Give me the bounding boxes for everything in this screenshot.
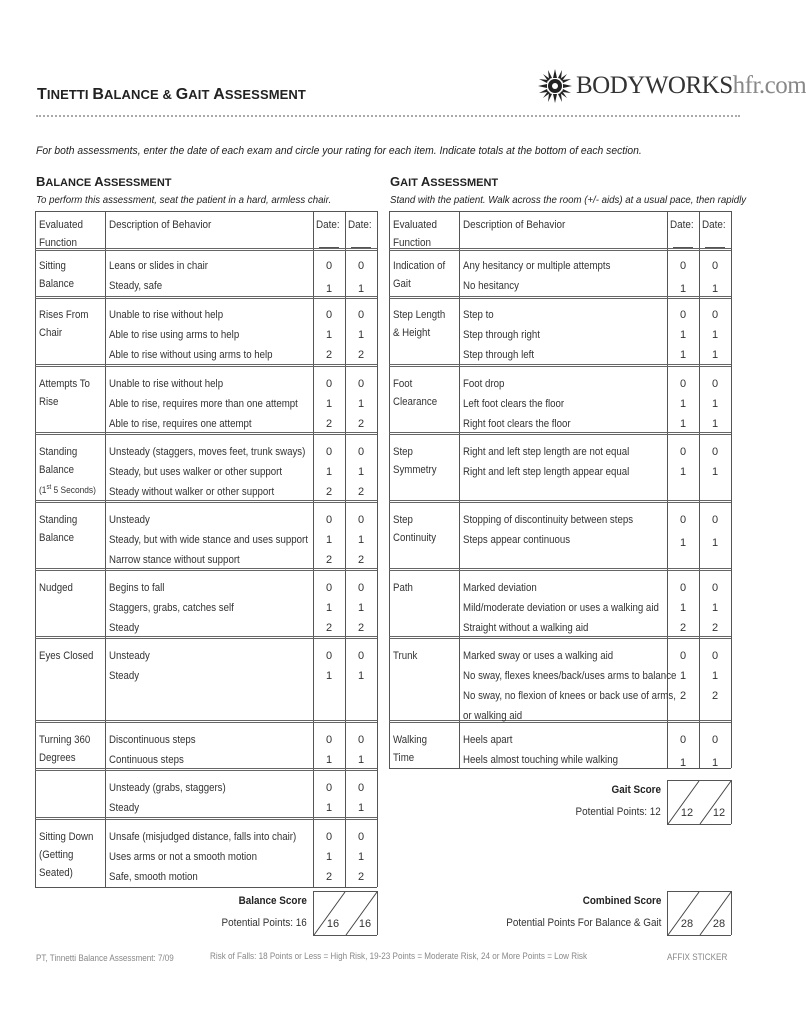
score-option[interactable]: 0	[325, 514, 333, 526]
evaluated-function: Foot Clearance	[393, 378, 438, 408]
score-option[interactable]: 0	[357, 831, 365, 843]
behavior-description: No hesitancy	[463, 280, 519, 292]
score-box-rule	[667, 824, 731, 825]
score-option[interactable]: 1	[357, 466, 365, 478]
score-option[interactable]: 0	[325, 782, 333, 794]
score-option[interactable]: 1	[325, 283, 333, 295]
score-option[interactable]: 1	[357, 283, 365, 295]
score-option[interactable]: 0	[711, 514, 719, 526]
combined-potential-1: 28	[680, 918, 694, 930]
evaluated-function: Walking Time	[393, 734, 428, 764]
score-option[interactable]: 1	[325, 754, 333, 766]
score-option[interactable]: 0	[679, 650, 687, 662]
behavior-description: Safe, smooth motion	[109, 871, 198, 883]
score-option[interactable]: 2	[325, 554, 333, 566]
score-option[interactable]: 0	[357, 514, 365, 526]
score-option[interactable]: 1	[711, 398, 719, 410]
behavior-description: Steady without walker or other support	[109, 486, 275, 498]
combined-score-label: Combined Score	[582, 895, 661, 907]
row-separator	[389, 568, 731, 571]
evaluated-function: Trunk	[393, 650, 418, 662]
score-option[interactable]: 2	[325, 418, 333, 430]
score-option[interactable]: 1	[711, 670, 719, 682]
behavior-description: Able to rise, requires one attempt	[109, 418, 252, 430]
footer-form-id: PT, Tinnetti Balance Assessment: 7/09	[36, 953, 174, 963]
column-rule	[105, 211, 106, 887]
score-option[interactable]: 1	[679, 418, 687, 430]
score-option[interactable]: 1	[711, 537, 719, 549]
balance-instructions: To perform this assessment, seat the patient in a hard, armless chair.	[36, 194, 332, 206]
score-option[interactable]: 1	[357, 329, 365, 341]
score-option[interactable]: 0	[357, 446, 365, 458]
score-option[interactable]: 1	[357, 398, 365, 410]
behavior-description: Marked deviation	[463, 582, 537, 594]
score-option[interactable]: 2	[357, 622, 365, 634]
score-option[interactable]: 1	[357, 602, 365, 614]
score-option[interactable]: 0	[325, 309, 333, 321]
row-separator	[389, 248, 731, 251]
footer-affix-sticker: AFFIX STICKER	[667, 952, 728, 962]
behavior-description: Heels apart	[463, 734, 513, 746]
page-title: TINETTI BALANCE & GAIT ASSESSMENT	[37, 86, 306, 103]
score-option[interactable]: 1	[679, 466, 687, 478]
row-separator	[35, 817, 377, 820]
score-option[interactable]: 1	[679, 283, 687, 295]
behavior-description: Narrow stance without support	[109, 554, 240, 566]
score-option[interactable]: 1	[325, 329, 333, 341]
score-option[interactable]: 0	[679, 446, 687, 458]
score-option[interactable]: 0	[679, 309, 687, 321]
score-option[interactable]: 0	[679, 734, 687, 746]
behavior-description: Steady, but uses walker or other support	[109, 466, 283, 478]
score-option[interactable]: 0	[325, 734, 333, 746]
score-option[interactable]: 0	[711, 260, 719, 272]
score-option[interactable]: 0	[679, 582, 687, 594]
behavior-description: Step to	[463, 309, 494, 321]
score-option[interactable]: 1	[679, 537, 687, 549]
behavior-description: Steady	[109, 670, 140, 682]
behavior-description: Unsteady	[109, 514, 150, 526]
evaluated-function: Eyes Closed	[39, 650, 94, 662]
gait-table	[389, 211, 731, 951]
score-option[interactable]: 1	[679, 670, 687, 682]
score-option[interactable]: 2	[325, 871, 333, 883]
score-option[interactable]: 2	[711, 690, 719, 702]
behavior-description: Right and left step length are not equal	[463, 446, 630, 458]
behavior-description: Begins to fall	[109, 582, 165, 594]
behavior-description: Steps appear continuous	[463, 534, 571, 546]
header-description: Description of Behavior	[109, 219, 212, 231]
gait-score-label: Gait Score	[611, 784, 661, 796]
score-option[interactable]: 1	[711, 283, 719, 295]
evaluated-function: Sitting Down (Getting Seated)	[39, 831, 94, 879]
score-option[interactable]: 1	[325, 602, 333, 614]
score-option[interactable]: 0	[357, 782, 365, 794]
behavior-description: Stopping of discontinuity between steps	[463, 514, 634, 526]
evaluated-function: Step Symmetry	[393, 446, 437, 476]
behavior-description: or walking aid	[463, 710, 523, 722]
behavior-description: Able to rise, requires more than one attempt	[109, 398, 298, 410]
behavior-description: Discontinuous steps	[109, 734, 196, 746]
score-option[interactable]: 1	[325, 466, 333, 478]
score-option[interactable]: 1	[711, 329, 719, 341]
behavior-description: Unsteady (grabs, staggers)	[109, 782, 226, 794]
table-top-rule	[35, 211, 377, 212]
score-option[interactable]: 0	[711, 734, 719, 746]
behavior-description: Leans or slides in chair	[109, 260, 209, 272]
behavior-description: Step through right	[463, 329, 540, 341]
header-date-1: Date:	[316, 219, 340, 231]
balance-score-label: Balance Score	[238, 895, 307, 907]
score-option[interactable]: 1	[357, 670, 365, 682]
score-option[interactable]: 1	[357, 851, 365, 863]
score-option[interactable]: 1	[357, 754, 365, 766]
score-option[interactable]: 1	[679, 349, 687, 361]
score-option[interactable]: 1	[711, 602, 719, 614]
evaluated-function: Step Length & Height	[393, 309, 446, 339]
column-rule	[389, 211, 390, 768]
evaluated-function: Attempts To Rise	[39, 378, 90, 408]
header-description: Description of Behavior	[463, 219, 566, 231]
score-option[interactable]: 2	[711, 622, 719, 634]
behavior-description: Marked sway or uses a walking aid	[463, 650, 614, 662]
behavior-description: Heels almost touching while walking	[463, 754, 618, 766]
combined-potential-label: Potential Points For Balance & Gait	[505, 917, 661, 929]
score-option[interactable]: 2	[357, 349, 365, 361]
gait-potential-label: Potential Points: 12	[575, 806, 661, 818]
balance-potential-1: 16	[326, 918, 340, 930]
behavior-description: Unable to rise without help	[109, 309, 224, 321]
behavior-description: Step through left	[463, 349, 535, 361]
behavior-description: No sway, no flexion of knees or back use of arms,	[463, 690, 676, 702]
score-option[interactable]: 2	[357, 418, 365, 430]
score-option[interactable]: 2	[325, 349, 333, 361]
combined-potential-2: 28	[712, 918, 726, 930]
row-separator	[35, 364, 377, 367]
evaluated-function: Path	[393, 582, 413, 594]
score-option[interactable]: 1	[325, 802, 333, 814]
balance-section-title: BALANCE ASSESSMENT	[36, 174, 172, 189]
behavior-description: Able to rise using arms to help	[109, 329, 240, 341]
bodyworks-logo	[538, 66, 806, 106]
score-option[interactable]: 1	[679, 398, 687, 410]
score-option[interactable]: 0	[711, 650, 719, 662]
score-option[interactable]: 1	[357, 802, 365, 814]
balance-potential-2: 16	[358, 918, 372, 930]
evaluated-function: Indication of Gait	[393, 260, 446, 290]
evaluated-function: Turning 360 Degrees	[39, 734, 91, 764]
sunburst-logo-icon	[538, 69, 572, 103]
behavior-description: Staggers, grabs, catches self	[109, 602, 234, 614]
column-rule	[345, 211, 346, 887]
row-separator	[35, 248, 377, 251]
footer-risk-legend: Risk of Falls: 18 Points or Less = High Risk, 19-23 Points = Moderate Risk, 24 or More Points = Low Risk	[210, 951, 588, 961]
behavior-description: Mild/moderate deviation or uses a walking aid	[463, 602, 659, 614]
header-date-2: Date:	[702, 219, 726, 231]
score-option[interactable]: 0	[325, 831, 333, 843]
score-option[interactable]: 2	[325, 622, 333, 634]
evaluated-function: Rises From Chair	[39, 309, 89, 339]
column-rule	[731, 211, 732, 768]
score-option[interactable]: 0	[679, 260, 687, 272]
score-option[interactable]: 0	[711, 378, 719, 390]
score-option[interactable]: 1	[679, 757, 687, 769]
score-option[interactable]: 2	[357, 486, 365, 498]
score-option[interactable]: 1	[711, 466, 719, 478]
column-rule	[459, 211, 460, 768]
score-option[interactable]: 0	[711, 446, 719, 458]
score-option[interactable]: 2	[679, 690, 687, 702]
score-option[interactable]: 0	[357, 309, 365, 321]
brand-name: BODYWORKShfr.com	[576, 72, 806, 99]
row-separator	[389, 364, 731, 367]
balance-potential-label: Potential Points: 16	[221, 917, 307, 929]
score-option[interactable]: 0	[357, 378, 365, 390]
score-option[interactable]: 1	[711, 418, 719, 430]
behavior-description: No sway, flexes knees/back/uses arms to balance	[463, 670, 677, 682]
behavior-description: Unsteady	[109, 650, 150, 662]
score-option[interactable]: 1	[357, 534, 365, 546]
behavior-description: Left foot clears the floor	[463, 398, 565, 410]
title-divider	[36, 115, 740, 117]
gait-potential-1: 12	[680, 807, 694, 819]
score-option[interactable]: 0	[325, 260, 333, 272]
row-separator	[35, 887, 377, 888]
behavior-description: Unsteady (staggers, moves feet, trunk sways)	[109, 446, 306, 458]
row-separator	[389, 500, 731, 503]
gait-potential-2: 12	[712, 807, 726, 819]
score-option[interactable]: 1	[679, 329, 687, 341]
behavior-description: Foot drop	[463, 378, 505, 390]
score-option[interactable]: 0	[325, 582, 333, 594]
instructions: For both assessments, enter the date of each exam and circle your rating for each item. Indicate totals at the bottom of each section.	[36, 145, 642, 157]
score-box-rule	[313, 935, 377, 936]
evaluated-function: Sitting Balance	[39, 260, 74, 290]
score-box-rule	[731, 891, 732, 935]
behavior-description: Straight without a walking aid	[463, 622, 589, 634]
behavior-description: Unable to rise without help	[109, 378, 224, 390]
score-option[interactable]: 0	[679, 378, 687, 390]
column-rule	[699, 211, 700, 768]
score-option[interactable]: 1	[325, 670, 333, 682]
score-option[interactable]: 0	[357, 260, 365, 272]
evaluated-function: Standing Balance	[39, 514, 78, 544]
behavior-description: Steady	[109, 802, 140, 814]
score-option[interactable]: 0	[325, 446, 333, 458]
evaluated-function: Standing Balance (1st 5 Seconds)	[39, 446, 96, 497]
behavior-description: Unsafe (misjudged distance, falls into chair)	[109, 831, 297, 843]
behavior-description: Continuous steps	[109, 754, 184, 766]
score-option[interactable]: 2	[679, 622, 687, 634]
score-option[interactable]: 1	[679, 602, 687, 614]
score-box-rule	[667, 935, 731, 936]
gait-instructions: Stand with the patient. Walk across the room (+/- aids) at a usual pace, then rapidly	[390, 194, 747, 206]
header-date-2: Date:	[348, 219, 372, 231]
column-rule	[377, 211, 378, 887]
header-date-1: Date:	[670, 219, 694, 231]
row-separator	[35, 720, 377, 723]
behavior-description: Steady	[109, 622, 140, 634]
score-option[interactable]: 0	[357, 582, 365, 594]
score-option[interactable]: 0	[711, 582, 719, 594]
behavior-description: Right foot clears the floor	[463, 418, 571, 430]
behavior-description: Right and left step length appear equal	[463, 466, 630, 478]
score-box-rule	[731, 780, 732, 824]
score-option[interactable]: 2	[357, 871, 365, 883]
score-option[interactable]: 1	[711, 349, 719, 361]
evaluated-function: Step Continuity	[393, 514, 437, 544]
gait-section-title: GAIT ASSESSMENT	[390, 174, 499, 189]
score-option[interactable]: 0	[357, 734, 365, 746]
evaluated-function: Nudged	[39, 582, 73, 594]
behavior-description: Any hesitancy or multiple attempts	[463, 260, 611, 272]
score-option[interactable]: 1	[325, 534, 333, 546]
behavior-description: Able to rise without using arms to help	[109, 349, 273, 361]
column-rule	[313, 211, 314, 887]
score-option[interactable]: 0	[711, 309, 719, 321]
score-option[interactable]: 1	[325, 398, 333, 410]
score-option[interactable]: 0	[679, 514, 687, 526]
score-option[interactable]: 0	[357, 650, 365, 662]
score-option[interactable]: 2	[357, 554, 365, 566]
score-option[interactable]: 2	[325, 486, 333, 498]
score-option[interactable]: 0	[325, 650, 333, 662]
table-top-rule	[389, 211, 731, 212]
header-evaluated-function: Evaluated Function	[39, 219, 84, 249]
header-evaluated-function: Evaluated Function	[393, 219, 438, 249]
behavior-description: Steady, safe	[109, 280, 163, 292]
column-rule	[35, 211, 36, 887]
behavior-description: Uses arms or not a smooth motion	[109, 851, 257, 863]
behavior-description: Steady, but with wide stance and uses support	[109, 534, 308, 546]
score-option[interactable]: 0	[325, 378, 333, 390]
score-option[interactable]: 1	[325, 851, 333, 863]
score-option[interactable]: 1	[711, 757, 719, 769]
row-separator	[389, 720, 731, 723]
score-box-rule	[377, 891, 378, 935]
balance-table	[35, 211, 377, 951]
